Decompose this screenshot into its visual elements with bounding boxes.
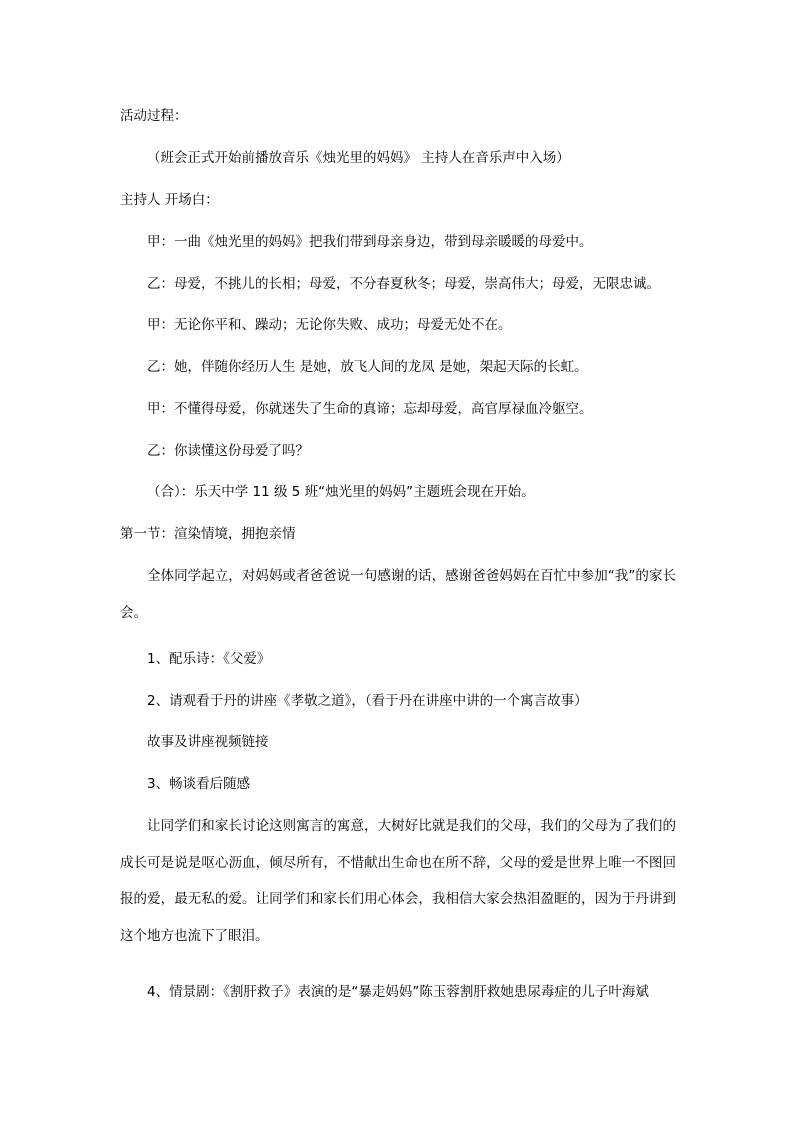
section1-paragraph: 全体同学起立，对妈妈或者爸爸说一句感谢的话，感谢爸爸妈妈在百忙中参加“我”的家长会。	[120, 568, 676, 621]
dialogue-line-5: 甲：不懂得母爱，你就迷失了生命的真谛；忘却母爱，高官厚禄血冷躯空。	[147, 401, 593, 417]
section1-title: 第一节：渲染情境，拥抱亲情	[120, 526, 296, 542]
dialogue-line-4: 乙：她，伴随你经历人生 是她，放飞人间的龙凤 是她，架起天际的长虹。	[147, 359, 588, 375]
item-3: 3、畅谈看后随感	[147, 776, 251, 792]
heading-process: 活动过程：	[120, 108, 188, 124]
opening-note: （班会正式开始前播放音乐《烛光里的妈妈》 主持人在音乐声中入场）	[147, 150, 570, 166]
dialogue-line-2: 乙：母爱，不挑儿的长相；母爱，不分春夏秋冬；母爱，崇高伟大；母爱，无限忠诚。	[147, 276, 660, 292]
item-2: 2、请观看于丹的讲座《孝敬之道》，（看于丹在讲座中讲的一个寓言故事）	[147, 693, 588, 709]
item-3-paragraph: 让同学们和家长讨论这则寓言的寓意，大树好比就是我们的父母，我们的父母为了我们的成长可是说是呕心沥血，倾尽所有，不惜献出生命也在所不辞，父母的爱是世界上唯一不图回报的爱，最无私的爱。让同学们和家长们用心体会，我相信大家会热泪盈眶的，因为于丹讲到这个地方也流下了眼泪。	[120, 818, 676, 944]
dialogue-line-3: 甲：无论你平和、躁动；无论你失败、成功；母爱无处不在。	[147, 317, 512, 333]
item-1: 1、配乐诗：《父爱》	[147, 651, 271, 667]
host-intro: 主持人 开场白：	[120, 192, 219, 208]
dialogue-line-6: 乙：你读懂这份母爱了吗？	[147, 443, 309, 459]
dialogue-line-7: （合）：乐天中学 11 级 5 班“烛光里的妈妈”主题班会现在开始。	[147, 484, 535, 500]
item-4: 4、情景剧：《割肝救子》表演的是“暴走妈妈”陈玉蓉割肝救她患尿毒症的儿子叶海斌	[147, 984, 649, 1000]
dialogue-line-1: 甲：一曲《烛光里的妈妈》把我们带到母亲身边，带到母亲暖暖的母爱中。	[147, 234, 593, 250]
item-2-sub: 故事及讲座视频链接	[147, 734, 269, 750]
